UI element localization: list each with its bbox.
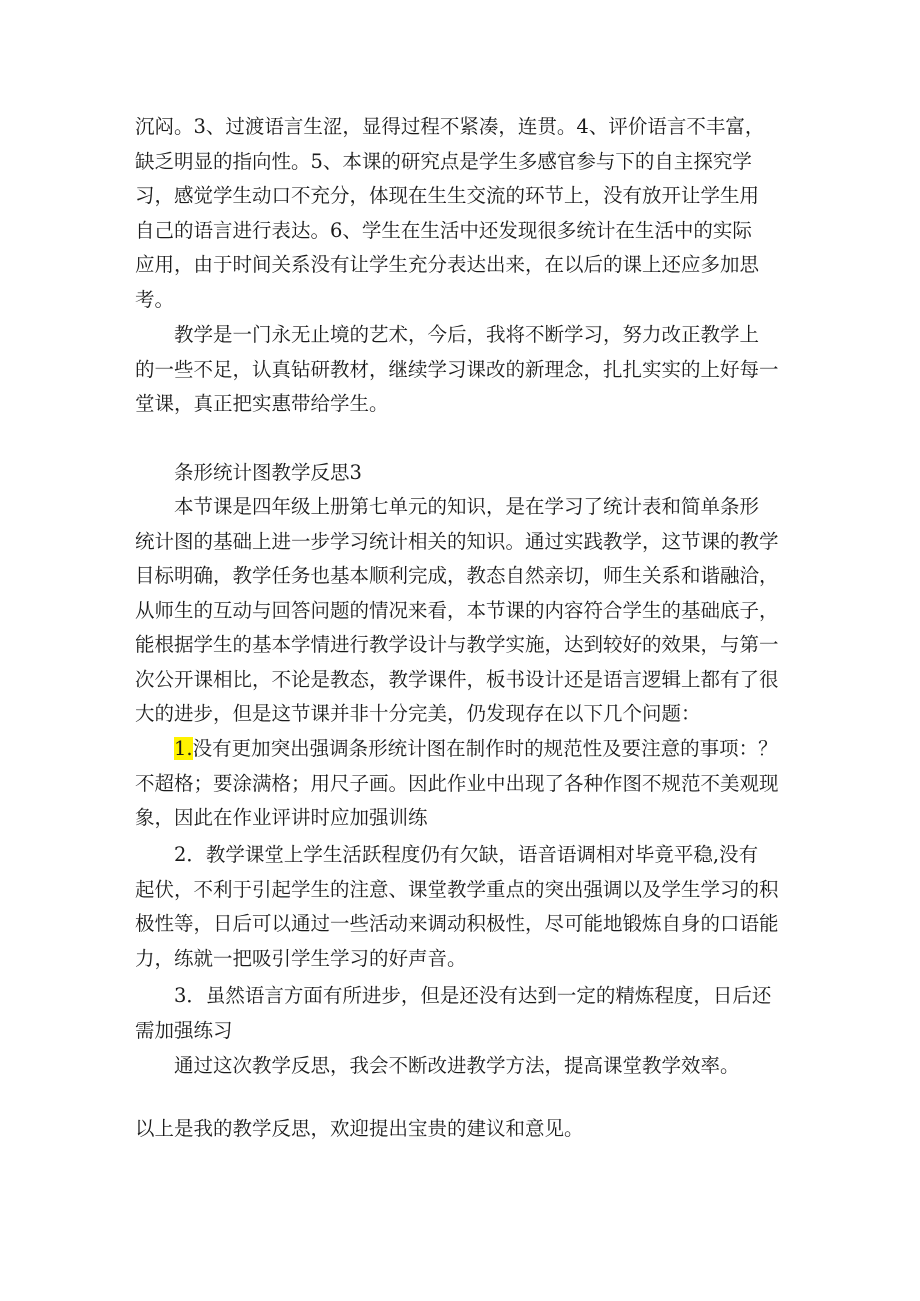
text-line: 以上是我的教学反思，欢迎提出宝贵的建议和意见。 — [135, 1117, 584, 1140]
text-line: 能根据学生的基本学情进行教学设计与教学实施，达到较好的效果，与第一 — [135, 633, 779, 656]
text-line: 应用，由于时间关系没有让学生充分表达出来，在以后的课上还应多加思 — [135, 253, 760, 276]
section-heading — [135, 456, 795, 491]
text-line: 的一些不足，认真钻研教材，继续学习课改的新理念，扎扎实实的上好每一 — [135, 357, 779, 381]
paragraph-2 — [135, 318, 795, 422]
section-title: 条形统计图教学反思3 — [174, 461, 362, 484]
list-item-3 — [135, 979, 795, 1048]
item-first-line: 没有更加突出强调条形统计图在制作时的规范性及要注意的事项：？ — [192, 737, 778, 760]
text-line: 本节课是四年级上册第七单元的知识，是在学习了统计表和简单条形 — [174, 495, 760, 518]
text-line: 统计图的基础上进一步学习统计相关的知识。通过实践教学，这节课的教学 — [135, 529, 779, 553]
text-line: 从师生的互动与回答问题的情况来看，本节课的内容符合学生的基础底子， — [135, 598, 779, 622]
text-line: 缺乏明显的指向性。5、本课的研究点是学生多感官参与下的自主探究学 — [135, 149, 752, 173]
list-item-2 — [135, 838, 795, 976]
text-line: 起伏，不利于引起学生的注意、课堂教学重点的突出强调以及学生学习的积 — [135, 877, 779, 901]
text-line: 3．虽然语言方面有所进步，但是还没有达到一定的精炼程度，日后还 — [174, 984, 772, 1007]
text-line: 象，因此在作业评讲时应加强训练 — [135, 806, 428, 829]
highlighted-number: 1. — [174, 737, 193, 760]
text-line — [135, 732, 795, 767]
text-line: 极性等，日后可以通过一些活动来调动积极性，尽可能地锻炼自身的口语能 — [135, 912, 779, 935]
text-line: 习，感觉学生动口不充分，体现在生生交流的环节上，没有放开让学生用 — [135, 184, 760, 207]
text-line: 自己的语言进行表达。6、学生在生活中还发现很多统计在生活中的实际 — [135, 218, 752, 242]
text-line: 沉闷。3、过渡语言生涩，显得过程不紧凑，连贯。4、评价语言不丰富， — [135, 115, 765, 138]
list-item-1 — [135, 732, 795, 836]
paragraph-3 — [135, 490, 795, 732]
text-line: 通过这次教学反思，我会不断改进教学方法，提高课堂教学效率。 — [174, 1054, 740, 1077]
text-line: 堂课，真正把实惠带给学生。 — [135, 392, 389, 415]
text-line: 力，练就一把吸引学生学习的好声音。 — [135, 946, 467, 970]
paragraph-1 — [135, 110, 795, 317]
text-line: 目标明确，教学任务也基本顺利完成，教态自然亲切，师生关系和谐融洽， — [135, 564, 779, 587]
text-line: 不超格；要涂满格；用尺子画。因此作业中出现了各种作图不规范不美观现 — [135, 771, 779, 795]
text-line: 需加强练习 — [135, 1018, 233, 1042]
closing-paragraph — [135, 1112, 795, 1147]
text-line: 大的进步，但是这节课并非十分完美，仍发现存在以下几个问题： — [135, 702, 701, 725]
text-line: 2．教学课堂上学生活跃程度仍有欠缺，语音语调相对毕竟平稳,没有 — [174, 843, 759, 866]
text-line: 教学是一门永无止境的艺术，今后，我将不断学习，努力改正教学上 — [174, 323, 760, 346]
text-line: 次公开课相比，不论是教态，教学课件，板书设计还是语言逻辑上都有了很 — [135, 667, 779, 691]
conclusion-paragraph — [135, 1049, 795, 1084]
text-line: 考。 — [135, 287, 175, 311]
